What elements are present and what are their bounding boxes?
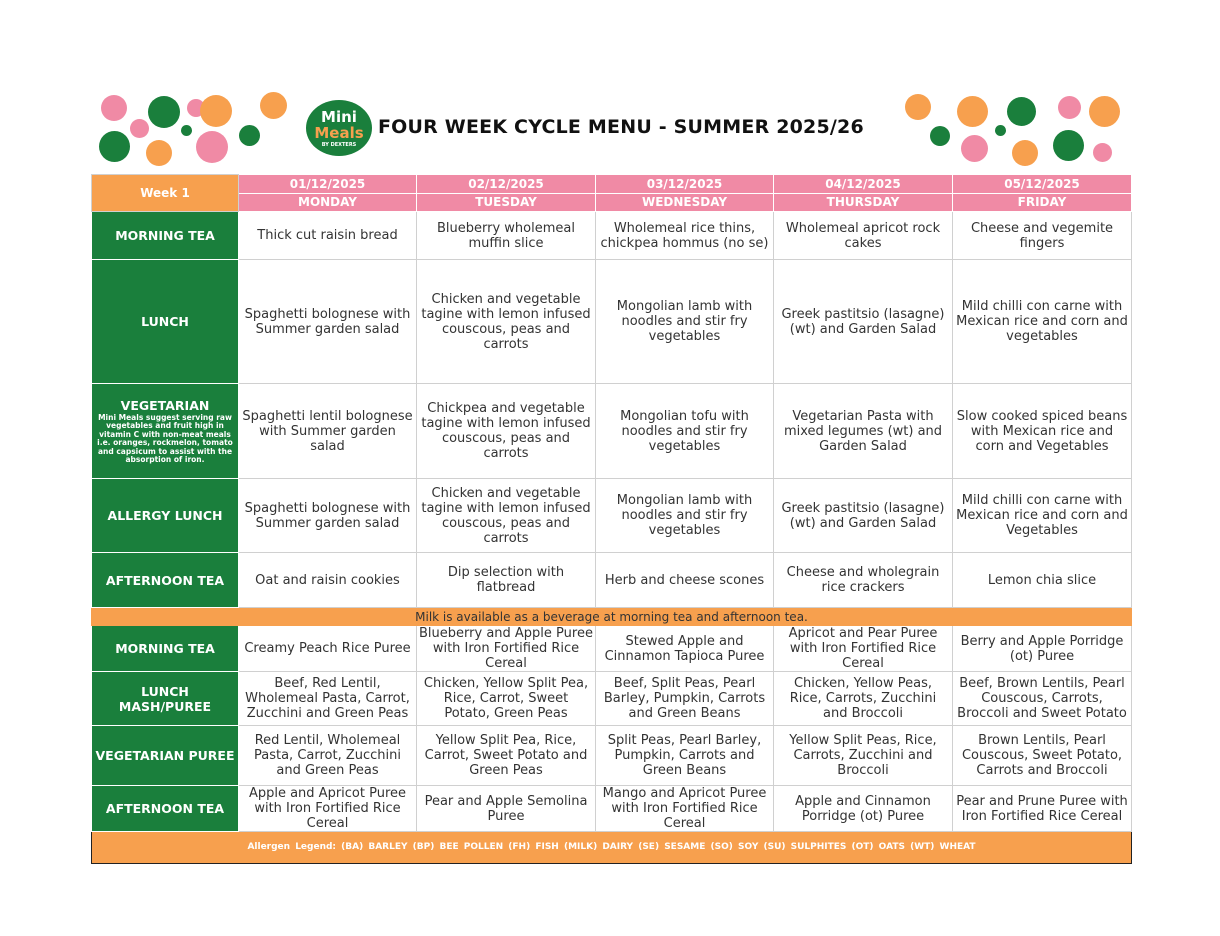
puree-cell: Brown Lentils, Pearl Couscous, Sweet Potato, Carrots and Broccoli: [953, 726, 1132, 786]
day-row: [92, 194, 1132, 212]
meal-row-afternoon-tea: [92, 553, 1132, 608]
menu-cell: Mongolian lamb with noodles and stir fry vegetables: [596, 479, 774, 553]
decor-dot: [905, 94, 931, 120]
menu-cell: Mongolian lamb with noodles and stir fry vegetables: [596, 260, 774, 384]
menu-cell: Blueberry wholemeal muffin slice: [417, 212, 596, 260]
meal-row-lunch: [92, 260, 1132, 384]
decor-dot: [1007, 97, 1036, 126]
puree-label: VEGETARIAN PUREE: [92, 726, 239, 786]
decor-dot: [930, 126, 950, 146]
puree-cell: Chicken, Yellow Split Pea, Rice, Carrot, Sweet Potato, Green Peas: [417, 672, 596, 726]
puree-label: AFTERNOON TEA: [92, 786, 239, 832]
date-cell: 02/12/2025: [417, 175, 596, 194]
menu-cell: Slow cooked spiced beans with Mexican rice and corn and Vegetables: [953, 384, 1132, 479]
decor-dot: [239, 125, 260, 146]
page-title: FOUR WEEK CYCLE MENU - SUMMER 2025/26: [378, 116, 864, 138]
decor-dot: [961, 135, 988, 162]
milk-note-row: [92, 608, 1132, 626]
puree-cell: Mango and Apricot Puree with Iron Fortified Rice Cereal: [596, 786, 774, 832]
decor-dot: [995, 125, 1006, 136]
puree-cell: Beef, Split Peas, Pearl Barley, Pumpkin, Carrots and Green Beans: [596, 672, 774, 726]
menu-cell: Thick cut raisin bread: [239, 212, 417, 260]
logo-line2: Meals: [314, 124, 364, 142]
decor-dot: [1089, 96, 1120, 127]
decor-dot: [1093, 143, 1112, 162]
puree-row-vegetarian: [92, 726, 1132, 786]
puree-row-lunch: [92, 672, 1132, 726]
date-cell: 05/12/2025: [953, 175, 1132, 194]
puree-cell: Stewed Apple and Cinnamon Tapioca Puree: [596, 626, 774, 672]
menu-table: [91, 174, 1132, 864]
decor-dot: [99, 131, 130, 162]
menu-cell: Wholemeal apricot rock cakes: [774, 212, 953, 260]
menu-cell: Lemon chia slice: [953, 553, 1132, 608]
week-label: Week 1: [92, 175, 239, 212]
decor-dot: [1053, 130, 1084, 161]
puree-cell: Berry and Apple Porridge (ot) Puree: [953, 626, 1132, 672]
milk-note: Milk is available as a beverage at morning tea and afternoon tea.: [92, 608, 1132, 626]
puree-row-morning-tea: [92, 626, 1132, 672]
menu-cell: Greek pastitsio (lasagne) (wt) and Garden Salad: [774, 260, 953, 384]
decor-dot: [101, 95, 127, 121]
puree-cell: Apricot and Pear Puree with Iron Fortified Rice Cereal: [774, 626, 953, 672]
menu-cell: Chicken and vegetable tagine with lemon infused couscous, peas and carrots: [417, 260, 596, 384]
meal-label: VEGETARIAN: [120, 397, 210, 413]
vitamin-c-note: Mini Meals suggest serving raw vegetables and fruit high in vitamin C with non-meat meals i.e. oranges, rockmelon, tomato and capsicum to assist with the absorption of iron.: [97, 412, 233, 464]
puree-cell: Red Lentil, Wholemeal Pasta, Carrot, Zucchini and Green Peas: [239, 726, 417, 786]
menu-cell: Spaghetti lentil bolognese with Summer garden salad: [239, 384, 417, 479]
menu-cell: Cheese and wholegrain rice crackers: [774, 553, 953, 608]
decor-dot: [181, 125, 192, 136]
menu-cell: Spaghetti bolognese with Summer garden salad: [239, 479, 417, 553]
day-cell: FRIDAY: [953, 194, 1132, 212]
day-cell: WEDNESDAY: [596, 194, 774, 212]
puree-label: LUNCH MASH/PUREE: [92, 672, 239, 726]
decor-dot: [196, 131, 228, 163]
puree-cell: Split Peas, Pearl Barley, Pumpkin, Carrots and Green Beans: [596, 726, 774, 786]
decor-dot: [1012, 140, 1038, 166]
date-cell: 01/12/2025: [239, 175, 417, 194]
meal-row-allergy-lunch: [92, 479, 1132, 553]
meal-label-vegetarian: [92, 384, 239, 479]
puree-cell: Pear and Apple Semolina Puree: [417, 786, 596, 832]
menu-cell: Vegetarian Pasta with mixed legumes (wt) and Garden Salad: [774, 384, 953, 479]
menu-cell: Wholemeal rice thins, chickpea hommus (no se): [596, 212, 774, 260]
puree-cell: Blueberry and Apple Puree with Iron Fortified Rice Cereal: [417, 626, 596, 672]
date-cell: 04/12/2025: [774, 175, 953, 194]
day-cell: TUESDAY: [417, 194, 596, 212]
date-row: [92, 175, 1132, 194]
day-cell: MONDAY: [239, 194, 417, 212]
decor-dot: [260, 92, 287, 119]
meal-label: ALLERGY LUNCH: [92, 479, 239, 553]
menu-cell: Greek pastitsio (lasagne) (wt) and Garden Salad: [774, 479, 953, 553]
puree-cell: Beef, Brown Lentils, Pearl Couscous, Carrots, Broccoli and Sweet Potato: [953, 672, 1132, 726]
logo-line1: Mini: [321, 108, 357, 126]
decor-dot: [146, 140, 172, 166]
menu-cell: Dip selection with flatbread: [417, 553, 596, 608]
menu-cell: Spaghetti bolognese with Summer garden salad: [239, 260, 417, 384]
meal-label: LUNCH: [92, 260, 239, 384]
menu-cell: Mild chilli con carne with Mexican rice and corn and vegetables: [953, 260, 1132, 384]
meal-row-morning-tea: [92, 212, 1132, 260]
decor-dot: [1058, 96, 1081, 119]
puree-cell: Pear and Prune Puree with Iron Fortified Rice Cereal: [953, 786, 1132, 832]
decor-dot: [200, 95, 232, 127]
decor-dot: [957, 96, 988, 127]
puree-cell: Yellow Split Pea, Rice, Carrot, Sweet Potato and Green Peas: [417, 726, 596, 786]
legend-row: [92, 832, 1132, 864]
menu-cell: Cheese and vegemite fingers: [953, 212, 1132, 260]
puree-cell: Yellow Split Peas, Rice, Carrots, Zucchini and Broccoli: [774, 726, 953, 786]
menu-cell: Mongolian tofu with noodles and stir fry vegetables: [596, 384, 774, 479]
day-cell: THURSDAY: [774, 194, 953, 212]
menu-cell: Chicken and vegetable tagine with lemon infused couscous, peas and carrots: [417, 479, 596, 553]
puree-cell: Creamy Peach Rice Puree: [239, 626, 417, 672]
puree-cell: Apple and Apricot Puree with Iron Fortified Rice Cereal: [239, 786, 417, 832]
meal-label: MORNING TEA: [92, 212, 239, 260]
logo-line3: BY DEXTERS: [321, 142, 357, 148]
meal-row-vegetarian: [92, 384, 1132, 479]
puree-label: MORNING TEA: [92, 626, 239, 672]
puree-row-afternoon-tea: [92, 786, 1132, 832]
meal-label: AFTERNOON TEA: [92, 553, 239, 608]
puree-cell: Beef, Red Lentil, Wholemeal Pasta, Carrot, Zucchini and Green Peas: [239, 672, 417, 726]
mini-meals-logo: [306, 100, 372, 156]
puree-cell: Apple and Cinnamon Porridge (ot) Puree: [774, 786, 953, 832]
date-cell: 03/12/2025: [596, 175, 774, 194]
menu-cell: Chickpea and vegetable tagine with lemon infused couscous, peas and carrots: [417, 384, 596, 479]
puree-cell: Chicken, Yellow Peas, Rice, Carrots, Zucchini and Broccoli: [774, 672, 953, 726]
decor-dot: [130, 119, 149, 138]
menu-cell: Herb and cheese scones: [596, 553, 774, 608]
menu-cell: Oat and raisin cookies: [239, 553, 417, 608]
menu-cell: Mild chilli con carne with Mexican rice and corn and Vegetables: [953, 479, 1132, 553]
allergen-legend: Allergen Legend: (BA) BARLEY (BP) BEE POLLEN (FH) FISH (MILK) DAIRY (SE) SESAME (SO) SOY (SU) SULPHITES (OT) OATS (WT) WHEAT: [92, 832, 1132, 864]
decor-dot: [148, 96, 180, 128]
